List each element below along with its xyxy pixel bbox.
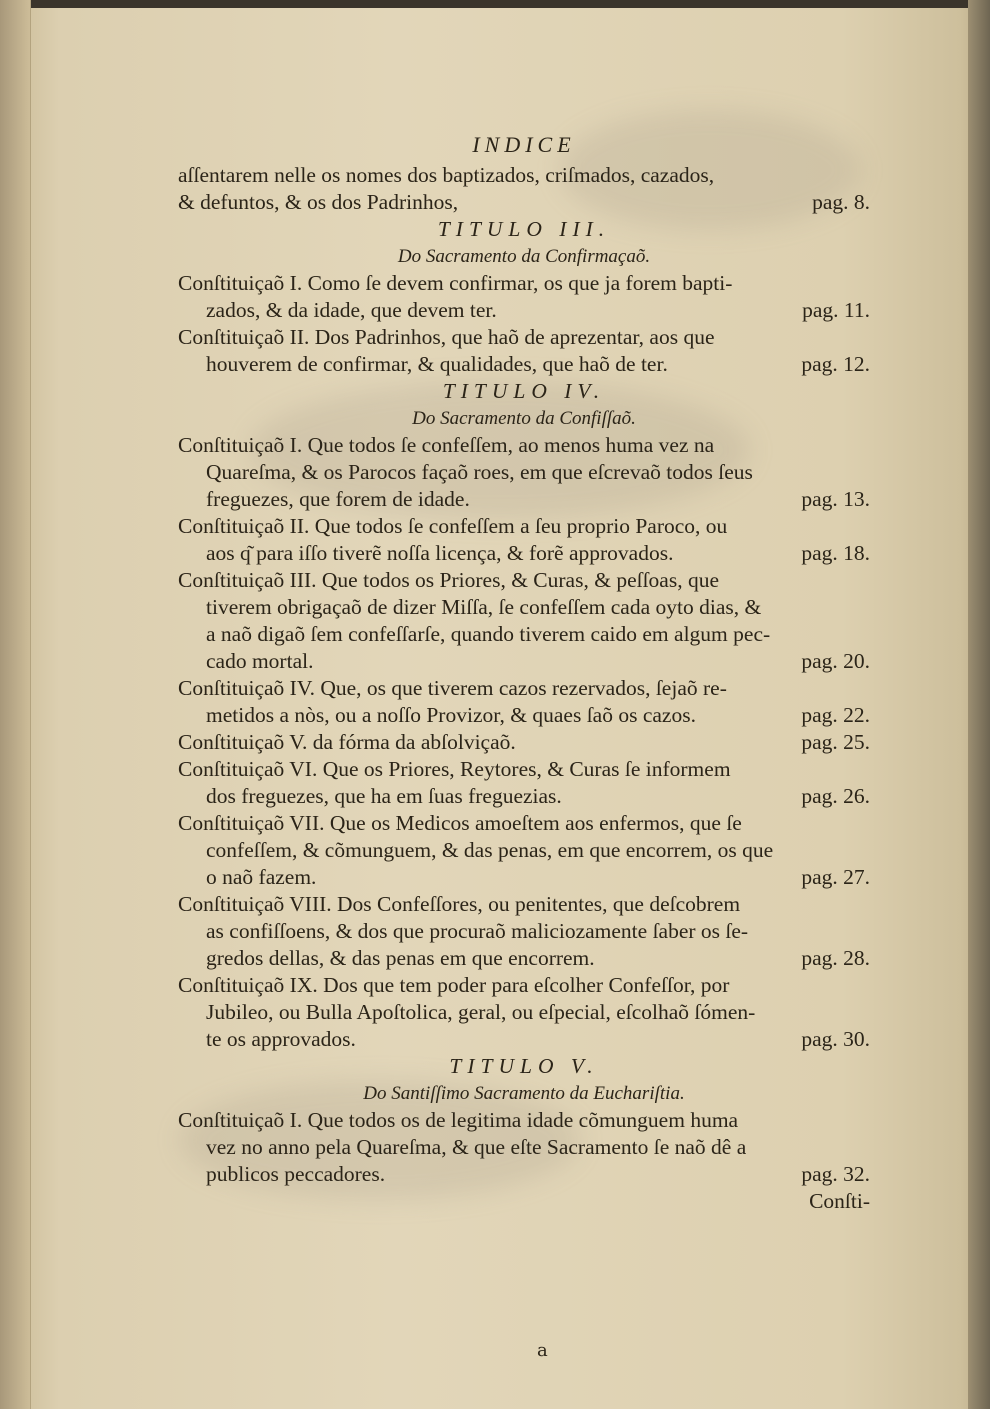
index-text-block bbox=[178, 128, 870, 1215]
page-reference: pag. 8. bbox=[812, 190, 870, 214]
index-entry-line bbox=[178, 567, 870, 594]
entry-text: te os approvados. bbox=[206, 1027, 356, 1051]
catchword: Conſti- bbox=[809, 1189, 870, 1213]
entry-text: Jubileo, ou Bulla Apoſtolica, geral, ou eſpecial, eſcolhaõ ſómen- bbox=[206, 1000, 756, 1024]
signature-mark: a bbox=[537, 1340, 548, 1361]
index-entry-line bbox=[178, 1161, 870, 1188]
page-reference: pag. 32. bbox=[801, 1162, 870, 1186]
running-head: INDICE bbox=[472, 132, 576, 157]
sacrament-subheading: Do Santiſſimo Sacramento da Euchariſtia. bbox=[363, 1083, 685, 1104]
entry-text: metidos a nòs, ou a noſſo Provizor, & quaes ſaõ os cazos. bbox=[206, 703, 696, 727]
entry-text: Conſtituiçaõ VI. Que os Priores, Reytores, & Curas ſe informem bbox=[178, 757, 731, 781]
entry-text: confeſſem, & cõmunguem, & das penas, em que encorrem, os que bbox=[206, 838, 774, 862]
binding-gutter bbox=[0, 0, 31, 1409]
entry-text: cado mortal. bbox=[206, 649, 314, 673]
page-reference: pag. 11. bbox=[802, 298, 870, 322]
index-entry-line bbox=[178, 648, 870, 675]
index-entry-line bbox=[178, 351, 870, 378]
page-reference: pag. 30. bbox=[801, 1027, 870, 1051]
titulo-heading: TITULO IV. bbox=[442, 379, 606, 403]
entry-text: Conſtituiçaõ IV. Que, os que tiverem cazos rezervados, ſejaõ re- bbox=[178, 676, 727, 700]
sacrament-subheading: Do Sacramento da Confiſſaõ. bbox=[412, 408, 636, 429]
index-entry-line bbox=[178, 810, 870, 837]
titulo-heading: TITULO V. bbox=[449, 1054, 599, 1078]
index-entry-line bbox=[178, 756, 870, 783]
page-reference: pag. 25. bbox=[801, 730, 870, 754]
entry-text: & defuntos, & os dos Padrinhos, bbox=[178, 190, 459, 214]
entry-text: aos q͂ para iſſo tiverẽ noſſa licença, & forẽ approvados. bbox=[206, 541, 674, 565]
entry-text: vez no anno pela Quareſma, & que eſte Sacramento ſe naõ dê a bbox=[206, 1135, 747, 1159]
page-reference: pag. 26. bbox=[801, 784, 870, 808]
page-reference: pag. 12. bbox=[801, 352, 870, 376]
entry-text: Conſtituiçaõ VII. Que os Medicos amoeſtem aos enfermos, que ſe bbox=[178, 811, 742, 835]
index-entry-line bbox=[178, 1134, 870, 1161]
entry-text: aſſentarem nelle os nomes dos baptizados, criſmados, cazados, bbox=[178, 163, 715, 187]
entry-text: Conſtituiçaõ I. Que todos os de legitima idade cõmunguem huma bbox=[178, 1108, 739, 1132]
index-entry-line bbox=[178, 513, 870, 540]
index-entry-line bbox=[178, 189, 870, 216]
entry-text: freguezes, que forem de idade. bbox=[206, 487, 470, 511]
page-reference: pag. 18. bbox=[801, 541, 870, 565]
index-entry-line bbox=[178, 783, 870, 810]
entry-text: Conſtituiçaõ II. Que todos ſe confeſſem a ſeu proprio Paroco, ou bbox=[178, 514, 728, 538]
index-entry-line bbox=[178, 729, 870, 756]
entry-text: publicos peccadores. bbox=[206, 1162, 386, 1186]
entry-text: dos freguezes, que ha em ſuas freguezias. bbox=[206, 784, 562, 808]
entry-text: Conſtituiçaõ VIII. Dos Confeſſores, ou penitentes, que deſcobrem bbox=[178, 892, 741, 916]
page-right-edge bbox=[968, 0, 990, 1409]
index-entry-line bbox=[178, 621, 870, 648]
page-reference: pag. 28. bbox=[801, 946, 870, 970]
index-entry-line bbox=[178, 540, 870, 567]
index-entry-line bbox=[178, 837, 870, 864]
entry-text: tiverem obrigaçaõ de dizer Miſſa, ſe confeſſem cada oyto dias, & bbox=[206, 595, 762, 619]
index-entry-line bbox=[178, 702, 870, 729]
entry-text: houverem de confirmar, & qualidades, que haõ de ter. bbox=[206, 352, 668, 376]
entry-text: a naõ digaõ ſem confeſſarſe, quando tiverem caido em algum pec- bbox=[206, 622, 771, 646]
page-reference: pag. 20. bbox=[801, 649, 870, 673]
index-entry-line bbox=[178, 270, 870, 297]
index-entry-line bbox=[178, 594, 870, 621]
index-entry-line bbox=[178, 297, 870, 324]
index-entry-line bbox=[178, 486, 870, 513]
index-entry-line bbox=[178, 1107, 870, 1134]
entry-text: Conſtituiçaõ IX. Dos que tem poder para eſcolher Confeſſor, por bbox=[178, 973, 730, 997]
index-entry-line bbox=[178, 459, 870, 486]
page-reference: pag. 27. bbox=[801, 865, 870, 889]
index-entry-line bbox=[178, 864, 870, 891]
entry-text: Conſtituiçaõ II. Dos Padrinhos, que haõ de aprezentar, aos que bbox=[178, 325, 715, 349]
index-entry-line bbox=[178, 972, 870, 999]
index-entry-line bbox=[178, 918, 870, 945]
index-lines bbox=[178, 162, 870, 1188]
index-entry-line bbox=[178, 675, 870, 702]
sacrament-subheading: Do Sacramento da Confirmaçaõ. bbox=[397, 246, 651, 267]
index-entry-line bbox=[178, 432, 870, 459]
entry-text: Conſtituiçaõ I. Como ſe devem confirmar, os que ja forem bapti- bbox=[178, 271, 733, 295]
titulo-heading: TITULO III. bbox=[437, 217, 611, 241]
entry-text: Conſtituiçaõ III. Que todos os Priores, & Curas, & peſſoas, que bbox=[178, 568, 720, 592]
index-entry-line bbox=[178, 891, 870, 918]
entry-text: gredos dellas, & das penas em que encorrem. bbox=[206, 946, 595, 970]
page-reference: pag. 13. bbox=[801, 487, 870, 511]
page-top-edge bbox=[0, 0, 990, 8]
entry-text: as confiſſoens, & dos que procuraõ maliciozamente ſaber os ſe- bbox=[206, 919, 749, 943]
entry-text: Conſtituiçaõ I. Que todos ſe confeſſem, ao menos huma vez na bbox=[178, 433, 715, 457]
index-entry-line bbox=[178, 999, 870, 1026]
index-entry-line bbox=[178, 1026, 870, 1053]
entry-text: o naõ fazem. bbox=[206, 865, 317, 889]
entry-text: zados, & da idade, que devem ter. bbox=[206, 298, 497, 322]
page-reference: pag. 22. bbox=[801, 703, 870, 727]
index-entry-line bbox=[178, 324, 870, 351]
index-entry-line bbox=[178, 162, 870, 189]
index-entry-line bbox=[178, 945, 870, 972]
entry-text: Quareſma, & os Parocos façaõ roes, em que eſcrevaõ todos ſeus bbox=[206, 460, 753, 484]
entry-text: Conſtituiçaõ V. da fórma da abſolviçaõ. bbox=[178, 730, 516, 754]
